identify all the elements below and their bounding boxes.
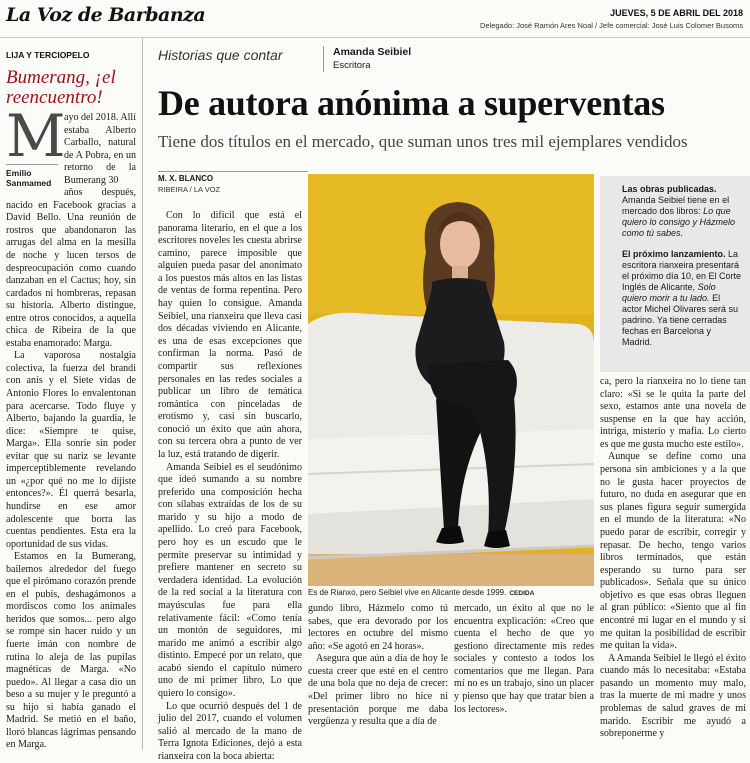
article-photo[interactable] [308, 174, 594, 586]
article-paragraph: Con lo difícil que está el panorama literario, en el que a los escritores noveles les cuesta abrirse camino, parece imposible que alguien pueda pasar del anonimato a los puestos más altos en las listas de ventas de forma repentina. Pero hay quien lo consigue. Amanda Seibiel, una rianxeira que lleva casi dos décadas viviendo en Alicante, es una de esas excepciones que confirman la norma. Pasó de compartir sus reflexiones personales en las redes sociales a publicar un libro de temática romántica con pinceladas de erotismo y, casi sin buscarlo, conoció un éxito que aún ahora, con su tercera obra a punto de ver la luz, está tratando de digerir. [158, 210, 302, 460]
article-dateline: RIBEIRA / LA VOZ [158, 185, 221, 194]
column-author: Emilio Sanmamed [6, 164, 58, 188]
sidebar-item-title: El próximo lanzamiento. [622, 249, 726, 259]
masthead [0, 0, 750, 38]
opinion-column [0, 38, 143, 750]
kicker-row [158, 44, 744, 74]
dropcap-letter: M [6, 102, 66, 170]
article-column-2 [308, 603, 448, 750]
featured-person-name: Amanda Seibiel [333, 46, 412, 58]
issue-date: JUEVES, 5 DE ABRIL DEL 2018 [610, 8, 743, 18]
sidebar-item-title: Las obras publicadas. [622, 184, 717, 194]
section-kicker: Historias que contar [158, 47, 283, 63]
article-paragraph: gundo libro, Házmelo como tú sabes, que era devorado por los lectores en octubre del mismo año: «Se agotó en 24 horas». [308, 603, 448, 652]
photo-caption [308, 588, 598, 597]
sidebar-item-works [622, 184, 742, 239]
column-body [6, 102, 136, 752]
dropcap-block [6, 102, 66, 188]
article-paragraph: mercado, un éxito al que no le encuentra explicación: «Creo que cuenta el hecho de que yo gestiono directamente mis redes sociales y contesto a todos los comentarios que me llegan. Para mí no es un trabajo, sino un placer y pienso que hay que tratar bien a los lectores». [454, 603, 594, 715]
sidebar-item-titles: Lo que quiero lo consigo y Házmelo como tú sabes. [622, 206, 736, 238]
article-column-1 [158, 210, 302, 762]
article-paragraph: A Amanda Seibiel le llegó el éxito cuando más lo necesitaba: «Estaba pasando un momento muy malo, tras la muerte de mi madre y unos problemas de salud graves de mi marido. Escribir me ayudó a sobreponerme y [600, 652, 746, 740]
article-paragraph: Asegura que aún a día de hoy le cuesta creer que esté en el centro de una bola que no deja de crecer: «Del primer libro no hice ni presentación porque me daba vergüenza y resulta que a día de [308, 653, 448, 728]
article-subhead: Tiene dos títulos en el mercado, que suman unos tres mil ejemplares vendidos [158, 132, 688, 151]
facts-sidebar [600, 176, 750, 372]
sidebar-item-text: Amanda Seibiel tiene en el mercado dos libros: [622, 195, 730, 216]
article-byline: M. X. BLANCO [158, 174, 214, 183]
author-portrait-illustration [308, 174, 594, 586]
sidebar-item-launch [622, 249, 742, 348]
staff-credits: Delegado: José Ramón Ares Noal / Jefe comercial: José Luis Colomer Busoms [479, 21, 743, 30]
sidebar-item-text: El actor Michel Olivares será su padrino. Ya tiene cerradas fechas en Barcelona y Madrid. [622, 293, 739, 347]
sidebar-item-text: La escritora rianxeira presentará el próximo día 10, en El Corte Inglés de Alicante, [622, 249, 742, 292]
article-paragraph: Amanda Seibiel es el seudónimo que ideó sumando a su nombre preferido una composición hecha con sílabas extraídas de los de su marido y su hijo a modo de apellido. Lo creó para Facebook, pero hoy es un escudo que le permite preservar su intimidad y prefiere mantener en secreto su verdadera identidad. La evolución de la red social a la literatura con mayúsculas fue para ella relativamente fácil: «Como tenía un montón de seguidores, mi marido me animó a escribir algo distinto. Empecé por un relato, que acabó siendo el capítulo número uno de mi primer libro, Lo que quiero lo consigo». [158, 461, 302, 699]
article-headline: De autora anónima a superventas [158, 83, 665, 123]
column-title: Bumerang, ¡el reencuentro! [6, 67, 116, 108]
column-section-tag: LIJA Y TERCIOPELO [6, 50, 90, 60]
column-lead: ayo del 2018. Allí estaba Alberto Carballo, natural de A Pobra, en un retorno de la Bumerang 30 [64, 112, 136, 186]
article-column-3 [454, 603, 594, 750]
column-paragraph: Estamos en la Bumerang, bailemos alrededor del fuego que el pirómano corazón prende en el pubis, deshagámonos a mordiscos como los animales heridos que somos... pero algo se rompe sin hacer ruido y un fuerte imán con nombre de rutina lo aleja de las pupilas magnéticas de Marga. «No puedo». Al llegar a casa dio un beso a su mujer y le preguntó a su hijo si había ganado el Madrid. Se metió en el baño, lloró blancas lágrimas pensando en Marga. [6, 551, 136, 751]
article-paragraph: Lo que ocurrió después del 1 de julio del 2017, cuando el volumen salió al mercado de la mano de Terra Ignota Ediciones, dejó a esta rianxeira con la boca abierta: [158, 700, 302, 762]
sidebar-item-book-title: Solo quiero morir a tu lado. [622, 282, 716, 303]
kicker-divider [323, 46, 324, 72]
photo-credit: CEDIDA [509, 590, 535, 597]
column-paragraph: La vaporosa nostalgia colectiva, la fuerza del brandi con anís y el Siete vidas de Antonio Flores lo envalentonan para acercarse. Todo fluye y Alberto, bajando la guardia, le dice: «Siempre te quise, Marga». Ella sonríe sin poder evitar que su nariz se levante imperceptiblemente revelando un «¿por qué no me lo dijiste entonces?». Él querrá besarla, hundirse en ese amor adolescente que borra las cuentas pendientes. Esta era la oportunidad de sus vidas. [6, 350, 136, 550]
article-column-4 [600, 376, 746, 750]
byline-divider [158, 171, 308, 172]
article-paragraph: Aunque se define como una persona sin ambiciones y a la que no le gusta hacer proyectos de futuro, no duda en asegurar que en sus planes figura seguir sumergida en el mundo de la literatura: «No puedo parar de escribir, corregir y repasar. De hecho, tengo varios libros terminados, que están esperando su turno para ser publicados». Señala que su único objetivo es que esas obras lleguen al gran público: «Siento que al fin encontré mi lugar en el mundo y si me quitan la posibilidad de escribir me quitan la vida». [600, 451, 746, 652]
featured-person-role: Escritora [333, 60, 371, 71]
column-paragraph: años después, nacido en Facebook gracias a David Bello. Una reunión de rostros que abandonaron las arrugas del alma en la mesilla de noche y lucen tersos de despreocupación como cuando danzaban en el Cactus; hoy, sin cardados ni hombreras, repasan su historia. Alberto distingue, entre otros conocidos, a aquella chica de Ribeira de la que estaba enamorado: Marga. [6, 187, 136, 349]
photo-caption-text: Es de Rianxo, pero Seibiel vive en Alicante desde 1999. [308, 588, 507, 597]
newspaper-logo[interactable]: La Voz de Barbanza [6, 4, 206, 26]
article-paragraph: ca, pero la rianxeira no lo tiene tan claro: «Si se le quita la parte del sexo, estamos ante una novela de suspense en la que hay acción, intriga, misterio y mafia. Lo cierto es que me gusta mucho este estilo». [600, 376, 746, 450]
